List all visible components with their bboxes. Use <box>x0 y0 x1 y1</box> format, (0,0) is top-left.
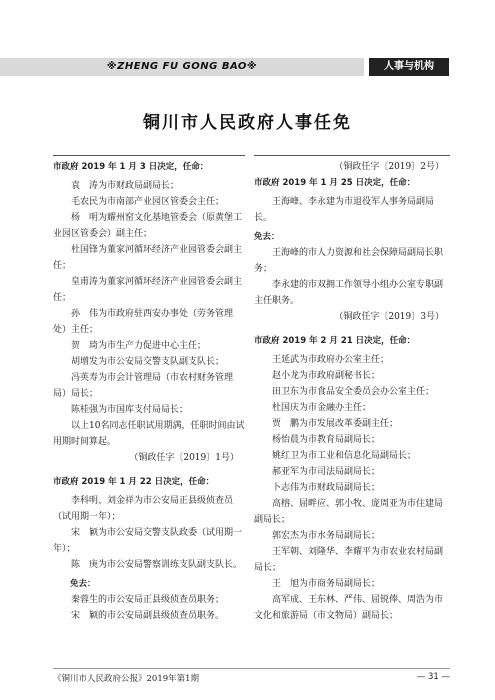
left-column <box>53 159 245 624</box>
appointment-item: 袁 涛为市财政局副局长； <box>71 181 180 191</box>
magazine-name: ※ZHENG FU GONG BAO※ <box>106 61 258 72</box>
appointment-item: 郝亚军为市司法局副局长； <box>272 467 381 477</box>
appointment-item: 郭宏杰为市水务局副局长； <box>272 531 381 541</box>
appointment-item: 冯英寿为市会计管理局（市农村财务管理局）局长； <box>53 373 234 399</box>
removal-item: 宋 颖的市公安局副县级侦查员职务。 <box>71 611 225 621</box>
decision-2-removal-heading: 免去： <box>70 579 96 589</box>
decision-3-reference: （铜政任字〔2019〕3号） <box>334 312 444 322</box>
appointment-item: 杨怡晨为市教育局副局长； <box>272 435 381 445</box>
appointment-item: 王海峰、李永建为市退役军人事务局副局长。 <box>254 197 435 223</box>
appointment-item: 赵小龙为市政府副秘书长； <box>272 371 381 381</box>
column-divider-left <box>53 155 245 156</box>
appointment-item: 杨 明为耀州窑文化基地管委会（原黄堡工业园区管委会）副主任； <box>53 213 243 239</box>
appointment-item: 孙 伟为市政府驻西安办事处（劳务管理处）主任； <box>53 309 234 335</box>
decision-3-heading: 市政府 2019 年 1 月 25 日决定，任命： <box>254 178 416 188</box>
appointment-item: 杜国锋为董家河循环经济产业园管委会副主任； <box>53 245 243 271</box>
page-header <box>0 58 495 76</box>
right-column <box>254 159 450 624</box>
appointment-item: 毛农民为市南部产业园区管委会主任； <box>71 197 225 207</box>
appointment-item: 陈 庚为市公安局警察训练支队副支队长。 <box>71 560 243 570</box>
appointment-item: 宋 颖为市公安局交警支队政委（试用期一年）； <box>53 528 243 554</box>
decision-1-heading: 市政府 2019 年 1 月 3 日决定，任命： <box>53 162 209 172</box>
publication-source: 《铜川市人民政府公报》2019年第1期 <box>53 674 200 684</box>
appointment-item: 王 旭为市商务局副局长； <box>272 579 381 589</box>
appointment-item: 姚红卫为市工业和信息化局副局长； <box>272 451 417 461</box>
appointment-item: 胡增发为市公安局交警支队副支队长； <box>71 357 225 367</box>
appointment-item: 田卫东为市食品安全委员会办公室主任； <box>272 387 435 397</box>
appointment-item: 陈桂强为市国库支付局局长； <box>71 405 189 415</box>
footer-rule <box>53 668 450 669</box>
appointment-item: 王延武为市政府办公室主任； <box>272 355 390 365</box>
decision-2-heading: 市政府 2019 年 1 月 22 日决定，任命： <box>53 477 215 487</box>
page-number: — 31 — <box>416 672 450 682</box>
page-title: 铜川市人民政府人事任免 <box>143 113 352 133</box>
appointment-item: 李科明、刘金祥为市公安局正县级侦查员（试用期一年）； <box>53 496 234 522</box>
appointment-item: 贺 琦为市生产力促进中心主任； <box>71 341 207 351</box>
appointment-item: 高榕、屈畔应、郭小牧、庞周亚为市住建局副局长； <box>254 499 444 525</box>
appointment-item: 高军成、王东林、严伟、屈锐俸、周浩为市文化和旅游局（市文物局）副局长； <box>254 595 444 621</box>
column-divider-right <box>254 155 450 156</box>
decision-1-note: 以上10名同志任职试用期满，任职时间由试用期时间算起。 <box>53 421 245 447</box>
page-footer <box>53 672 450 686</box>
removal-item: 秦蓉生的市公安局正县级侦查员职务； <box>71 595 225 605</box>
appointment-item: 卜志伟为市财政局副局长； <box>272 483 381 493</box>
decision-4-heading: 市政府 2019 年 2 月 21 日决定，任命： <box>254 336 416 346</box>
appointment-item: 皇甫涛为董家河循环经济产业园管委会副主任； <box>53 277 243 303</box>
section-tag: 人事与机构 <box>369 58 449 76</box>
removal-item: 李永建的市双拥工作领导小组办公室专职副主任职务。 <box>254 280 444 306</box>
decision-2-reference: （铜政任字〔2019〕2号） <box>334 162 444 172</box>
appointment-item: 贾 鹏为市发展改革委副主任； <box>272 419 399 429</box>
removal-item: 王海峰的市人力资源和社会保障局副局长职务； <box>254 248 444 274</box>
appointment-item: 王军朝、刘隆华、李耀平为市农业农村局副局长； <box>254 547 444 573</box>
decision-1-reference: （铜政任字〔2019〕1号） <box>129 453 239 463</box>
decision-3-removal-heading: 免去： <box>254 232 280 242</box>
appointment-item: 杜国庆为市金融办主任； <box>272 403 372 413</box>
